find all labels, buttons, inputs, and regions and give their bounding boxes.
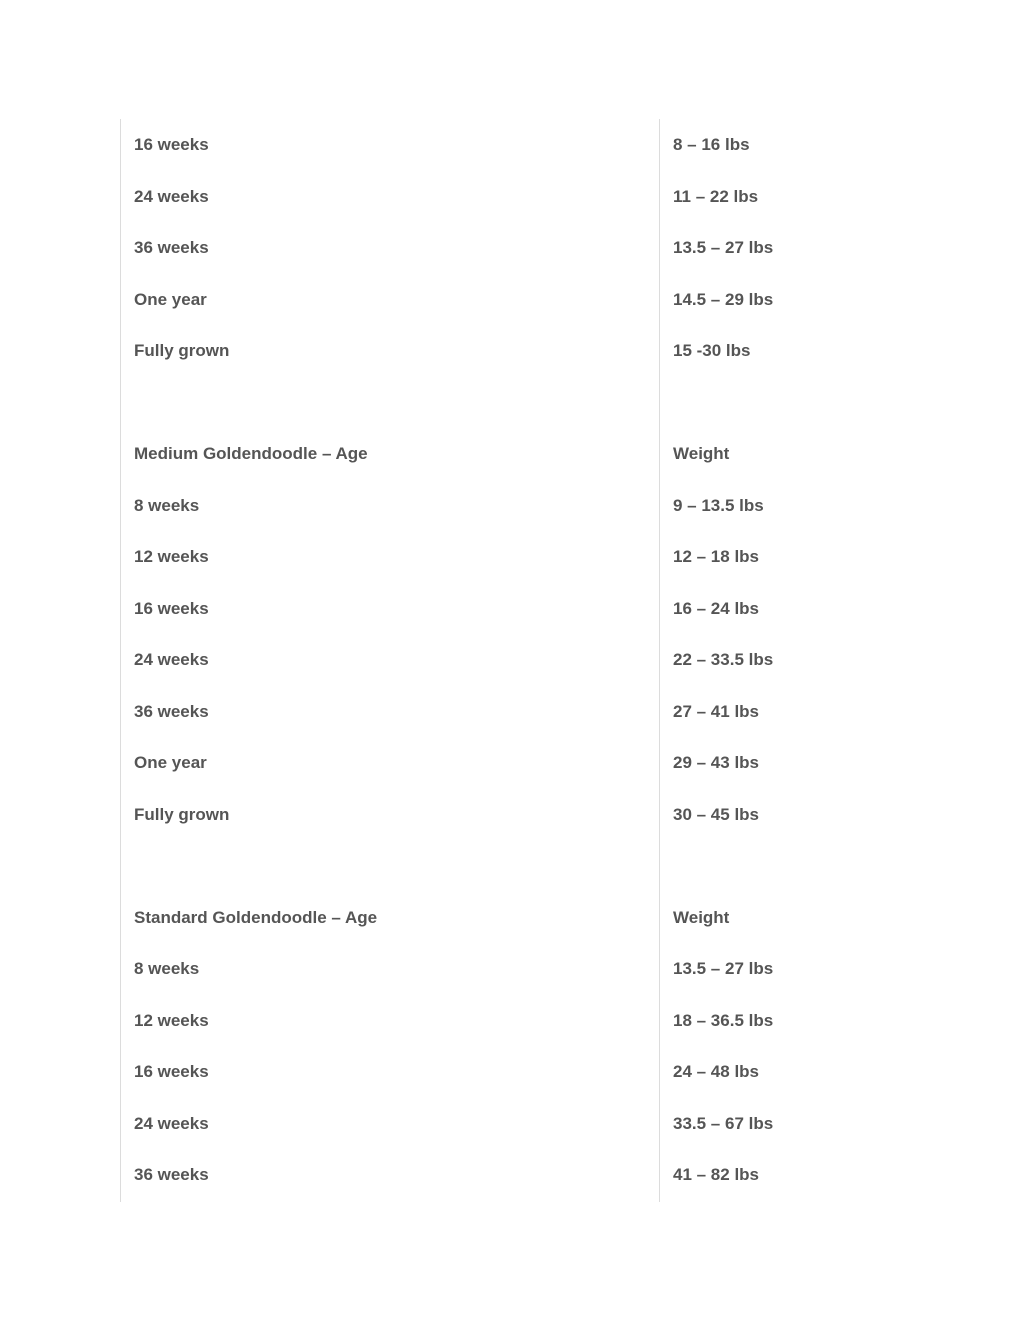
table-column-divider [659, 119, 660, 1202]
table-row-weight: 22 – 33.5 lbs [673, 650, 774, 669]
table-row-weight: 24 – 48 lbs [673, 1062, 760, 1081]
table-row-weight: 15 -30 lbs [673, 341, 751, 360]
table-row-weight: 33.5 – 67 lbs [673, 1114, 774, 1133]
table-row-age: Fully grown [134, 341, 230, 360]
table-row-age: 24 weeks [134, 650, 209, 669]
table-row-weight: 9 – 13.5 lbs [673, 496, 764, 515]
table-row-age: 36 weeks [134, 702, 209, 721]
table-section-header-weight: Weight [673, 908, 730, 927]
table-row-weight: 27 – 41 lbs [673, 702, 760, 721]
table-row-age: 12 weeks [134, 1011, 209, 1030]
table-row-age: 24 weeks [134, 187, 209, 206]
table-row-age: 24 weeks [134, 1114, 209, 1133]
weight-chart-table [120, 119, 920, 1202]
table-row-age: 36 weeks [134, 238, 209, 257]
table-row-age: 16 weeks [134, 599, 209, 618]
table-row-age: 36 weeks [134, 1165, 209, 1184]
table-row-weight: 14.5 – 29 lbs [673, 290, 774, 309]
table-row-weight: 16 – 24 lbs [673, 599, 760, 618]
table-left-border [120, 119, 121, 1202]
table-row-age: One year [134, 753, 207, 772]
table-row-weight: 8 – 16 lbs [673, 135, 750, 154]
table-row-weight: 30 – 45 lbs [673, 805, 760, 824]
table-row-age: One year [134, 290, 207, 309]
table-row-age: 12 weeks [134, 547, 209, 566]
table-row-age: 8 weeks [134, 496, 200, 515]
table-section-header-age: Medium Goldendoodle – Age [134, 444, 368, 463]
table-row-weight: 13.5 – 27 lbs [673, 959, 774, 978]
table-row-weight: 41 – 82 lbs [673, 1165, 760, 1184]
table-row-weight: 29 – 43 lbs [673, 753, 760, 772]
table-row-age: Fully grown [134, 805, 230, 824]
table-row-weight: 12 – 18 lbs [673, 547, 760, 566]
table-row-weight: 13.5 – 27 lbs [673, 238, 774, 257]
table-section-header-weight: Weight [673, 444, 730, 463]
table-row-age: 8 weeks [134, 959, 200, 978]
table-row-age: 16 weeks [134, 1062, 209, 1081]
table-row-age: 16 weeks [134, 135, 209, 154]
table-row-weight: 11 – 22 lbs [673, 187, 759, 206]
table-row-weight: 18 – 36.5 lbs [673, 1011, 774, 1030]
table-section-header-age: Standard Goldendoodle – Age [134, 908, 378, 927]
